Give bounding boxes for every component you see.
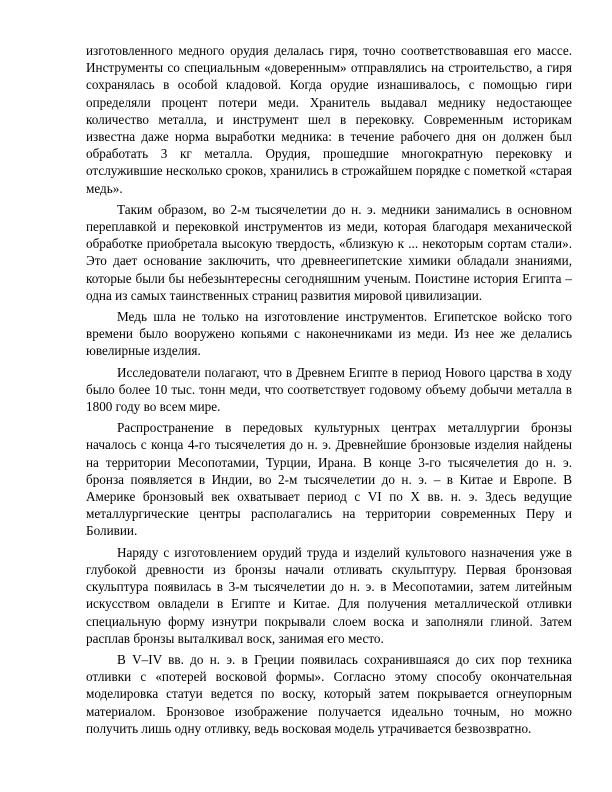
paragraph: Таким образом, во 2-м тысячелетии до н. э. медники занимались в основном переплавкой и перековкой инструментов из меди, которая благодаря механической обработке приобретала высокую твердость, «близкую к ... некоторым сортам стали». Это дает основание заключить, что древнеегипетские химики обладали знаниями, которые были бы небезынтересны сегодняшним ученым. Поистине история Египта – одна из самых таинственных страниц развития мировой цивилизации. bbox=[86, 201, 572, 303]
document-page bbox=[86, 42, 572, 741]
paragraph: Распространение в передовых культурных центрах металлургии бронзы началось с конца 4-го тысячелетия до н. э. Древнейшие бронзовые изделия найдены на территории Месопотамии, Турции, Ирана. В конце 3-го тысячелетия до н. э. бронза появляется в Индии, во 2-м тысячелетии до н. э. – в Китае и Европе. В Америке бронзовый век охватывает период с VI по X вв. н. э. Здесь ведущие металлургические центры располагались на территории современных Перу и Боливии. bbox=[86, 420, 572, 539]
paragraph: Наряду с изготовлением орудий труда и изделий культового назначения уже в глубокой древности из бронзы начали отливать скульптуру. Первая бронзовая скульптура появилась в 3-м тысячелетии до н. э. в Месопотамии, затем литейным искусством овладели в Египте и Китае. Для получения металлической отливки специальную форму изнутри покрывали слоем воска и заполняли глиной. Затем расплав бронзы выталкивал воск, занимая его место. bbox=[86, 544, 572, 646]
paragraph: Исследователи полагают, что в Древнем Египте в период Нового царства в ходу было более 10 тыс. тонн меди, что соответствует годовому объему добычи металла в 1800 году во всем мире. bbox=[86, 364, 572, 415]
paragraph: Медь шла не только на изготовление инструментов. Египетское войско того времени было вооружено копьями с наконечниками из меди. Из нее же делались ювелирные изделия. bbox=[86, 309, 572, 359]
paragraph-continued: изготовленного медного орудия делалась гиря, точно соответствовавшая его массе. Инструменты со специальным «доверенным» отправлялись на строительство, а гиря сохранялась в особой кладовой. Когда орудие изнашивалось, с помощью гири определяли процент потери меди. Хранитель выдавал меднику недостающее количество металла, и инструмент шел в перековку. Современным историкам известна даже норма выработки медника: в течение рабочего дня он должен был обработать 3 кг металла. Орудия, прошедшие многократную перековку и отслужившие несколько сроков, хранились в строжайшем порядке с пометкой «старая медь». bbox=[86, 43, 572, 196]
paragraph: В V–IV вв. до н. э. в Греции появилась сохранившаяся до сих пор техника отливки с «потерей восковой формы». Согласно этому способу окончательная моделировка статуи ведется по воску, который затем покрывается огнеупорным материалом. Бронзовое изображение получается идеально точным, но можно получить лишь одну отливку, ведь восковая модель утрачивается безвозвратно. bbox=[86, 651, 572, 736]
